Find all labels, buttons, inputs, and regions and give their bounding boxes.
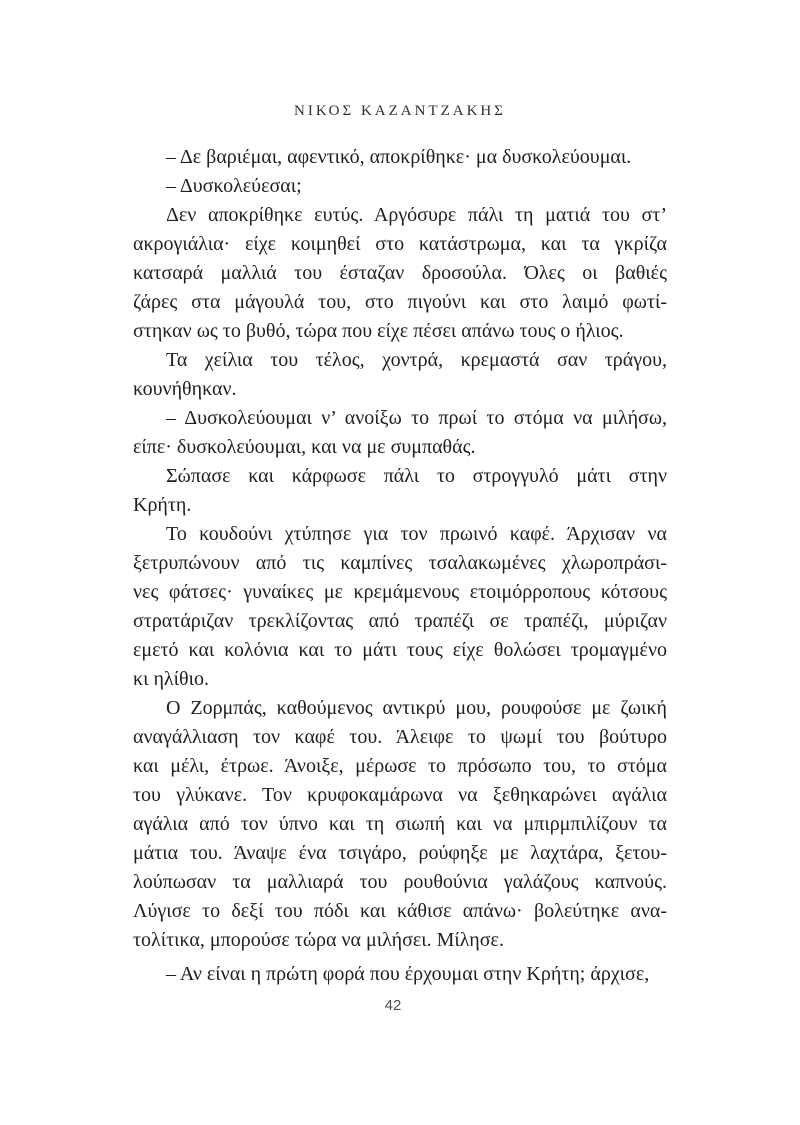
paragraph: [133, 346, 667, 404]
text-line: – Αν είναι η πρώτη φορά που έρχουμαι στην Κρήτη; άρχισε,: [166, 963, 650, 985]
paragraph: [133, 462, 667, 520]
paragraph: [133, 960, 667, 989]
text-line: και μέλι, έτρωε. Άνοιξε, μέρωσε το πρόσωπο του, το στόμα: [133, 755, 667, 777]
text-line: Ο Ζορμπάς, καθούμενος αντικρύ μου, ρουφούσε με ζωική: [166, 697, 667, 719]
paragraph: [133, 694, 667, 955]
text-line: του γλύκανε. Τον κρυφοκαμάρωνα να ξεθηκαρώνει αγάλια: [133, 784, 667, 806]
text-line: – Δυσκολεύεσαι;: [166, 175, 302, 197]
text-line: μάτια του. Άναψε ένα τσιγάρο, ρούφηξε με λαχτάρα, ξετου-: [133, 842, 667, 864]
text-line: Τα χείλια του τέλος, χοντρά, κρεμαστά σαν τράγου,: [166, 349, 667, 371]
paragraph: [133, 201, 667, 346]
text-line: Το κουδούνι χτύπησε για τον πρωινό καφέ. Άρχισαν να: [166, 523, 667, 545]
text-line: Δεν αποκρίθηκε ευτύς. Αργόσυρε πάλι τη ματιά του στ’: [166, 204, 667, 226]
paragraph: [133, 520, 667, 694]
text-line: ξετρυπώνουν από τις καμπίνες τσαλακωμένες χλωροπράσι-: [133, 552, 667, 574]
text-line: – Δυσκολεύουμαι ν’ ανοίξω το πρωί το στόμα να μιλήσω,: [166, 407, 667, 429]
text-line: κουνήθηκαν.: [133, 378, 237, 400]
text-line: κι ηλίθιο.: [133, 668, 209, 690]
running-header: ΝΙΚΟΣ ΚΑΖΑΝΤΖΑΚΗΣ: [294, 103, 506, 119]
text-line: αγάλια από τον ύπνο και τη σιωπή και να μπιρμπιλίζουν τα: [133, 813, 667, 835]
text-line: αναγάλλιαση τον καφέ του. Άλειφε το ψωμί του βούτυρο: [133, 726, 667, 748]
text-line: στρατάριζαν τρεκλίζοντας από τραπέζι σε τραπέζι, μύριζαν: [133, 610, 667, 632]
text-line: ζάρες στα μάγουλά του, στο πιγούνι και στο λαιμό φωτί-: [133, 291, 667, 313]
paragraph: [133, 172, 667, 201]
text-line: κατσαρά μαλλιά του έσταζαν δροσούλα. Όλες οι βαθιές: [133, 262, 667, 284]
text-line: Κρήτη.: [133, 494, 192, 516]
text-line: – Δε βαριέμαι, αφεντικό, αποκρίθηκε· μα δυσκολεύουμαι.: [166, 146, 632, 168]
text-line: είπε· δυσκολεύουμαι, και να με συμπαθάς.: [133, 436, 476, 458]
paragraph: [133, 404, 667, 462]
paragraph: [133, 143, 667, 172]
body-text: [133, 143, 667, 989]
text-line: εμετό και κολόνια και το μάτι τους είχε θολώσει τρομαγμένο: [133, 639, 667, 661]
text-line: στηκαν ως το βυθό, τώρα που είχε πέσει απάνω τους ο ήλιος.: [133, 320, 624, 342]
text-line: τολίτικα, μπορούσε τώρα να μιλήσει. Μίλησε.: [133, 929, 504, 951]
text-line: λούπωσαν τα μαλλιαρά του ρουθούνια γαλάζους καπνούς.: [133, 871, 667, 893]
text-line: ακρογιάλια· είχε κοιμηθεί στο κατάστρωμα, και τα γκρίζα: [133, 233, 667, 255]
text-line: Σώπασε και κάρφωσε πάλι το στρογγυλό μάτι στην: [166, 465, 667, 487]
page-number: 42: [384, 997, 402, 1014]
text-line: Λύγισε το δεξί του πόδι και κάθισε απάνω· βολεύτηκε ανα-: [133, 900, 667, 922]
text-line: νες φάτσες· γυναίκες με κρεμάμενους ετοιμόρροπους κότσους: [133, 581, 667, 603]
